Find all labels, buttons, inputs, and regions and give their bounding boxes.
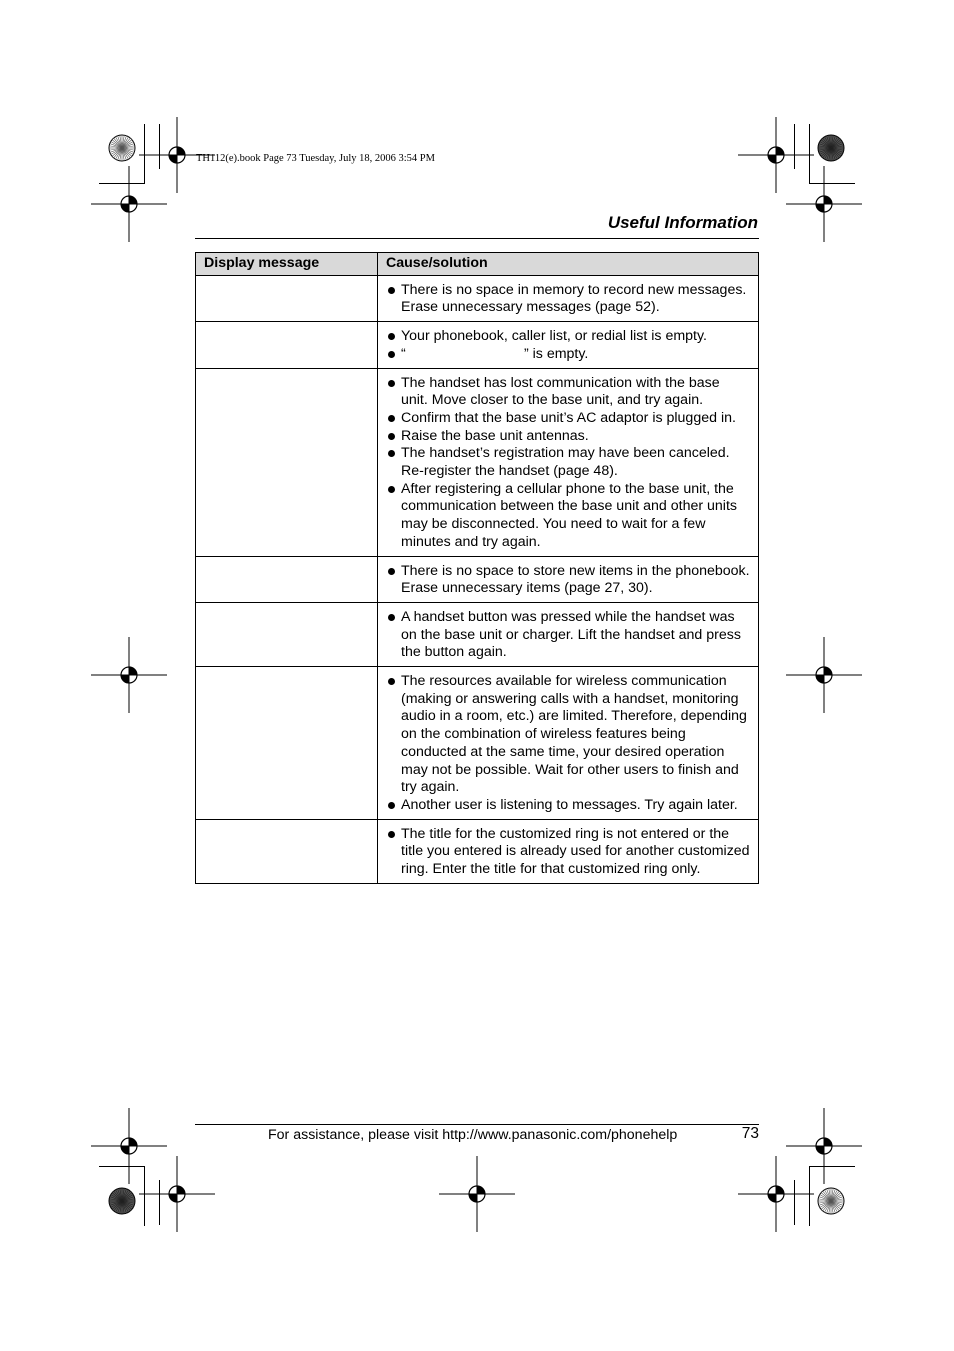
crop-mark [144, 124, 145, 184]
cause-solution-cell [378, 602, 759, 666]
section-title: Useful Information [607, 213, 758, 232]
cause-solution-cell [378, 322, 759, 368]
solution-list [387, 673, 750, 815]
color-bar-star-icon [816, 1186, 846, 1216]
header-rule [195, 238, 759, 239]
display-message-cell [196, 368, 378, 556]
crop-mark [159, 1180, 160, 1225]
column-header-cause-solution: Cause/solution [378, 253, 759, 276]
display-message-cell [196, 322, 378, 368]
crop-mark [809, 1166, 810, 1226]
crop-mark [794, 124, 795, 169]
cause-solution-cell [378, 368, 759, 556]
display-message-cell [196, 556, 378, 602]
registration-crosshair-icon [137, 1154, 217, 1234]
solution-item: Another user is listening to messages. Try again later. [387, 797, 750, 815]
footer-rule [195, 1124, 759, 1125]
cause-solution-cell [378, 556, 759, 602]
registration-crosshair-icon [437, 1154, 517, 1234]
table-row [196, 667, 759, 820]
solution-list [387, 825, 754, 879]
solution-item: Your phonebook, caller list, or redial list is empty. [387, 328, 750, 346]
crop-mark [159, 124, 160, 169]
solution-list [387, 375, 750, 552]
solution-list [387, 282, 750, 317]
registration-crosshair-icon [89, 164, 169, 244]
crop-mark [99, 1166, 145, 1167]
solution-item: A handset button was pressed while the handset was on the base unit or charger. Lift the handset and press the button again. [387, 609, 750, 662]
display-message-cell [196, 275, 378, 321]
solution-item: After registering a cellular phone to the base unit, the communication between the base unit and other units may be disconnected. You need to wait for a few minutes and try again. [387, 481, 750, 552]
crop-mark [809, 1166, 855, 1167]
registration-crosshair-icon [784, 164, 864, 244]
column-header-display-message: Display message [196, 253, 378, 276]
table-header-row [196, 253, 759, 276]
solution-item: There is no space in memory to record new messages. Erase unnecessary messages (page 52). [387, 282, 750, 317]
color-bar-star-icon [107, 1186, 137, 1216]
cause-solution-cell [378, 667, 759, 820]
solution-item: The handset has lost communication with the base unit. Move closer to the base unit, and try again. [387, 375, 750, 410]
table-row [196, 275, 759, 321]
table-row [196, 819, 759, 883]
solution-list [387, 328, 750, 363]
display-message-cell [196, 819, 378, 883]
solution-item: The handset’s registration may have been canceled. Re-register the handset (page 48). [387, 445, 750, 480]
crop-mark [99, 183, 145, 184]
crop-mark [809, 124, 810, 184]
solution-item: The title for the customized ring is not entered or the title you entered is already used for another customized ring. Enter the title for that customized ring only. [387, 826, 750, 879]
table-row [196, 556, 759, 602]
cause-solution-cell [378, 819, 759, 883]
solution-item: The resources available for wireless communication (making or answering calls with a handset, monitoring audio in a room, etc.) are limited. Therefore, depending on the combination of wireless features being conducted at the same time, your desired operation may not be possible. Wait for other users to finish and try again. [387, 673, 750, 797]
book-file-info: TH112(e).book Page 73 Tuesday, July 18, 2006 3:54 PM [196, 153, 435, 164]
solution-item: “ ” is empty. [387, 346, 750, 364]
crop-mark [794, 1180, 795, 1225]
assistance-text: For assistance, please visit http://www.panasonic.com/phonehelp [268, 1127, 678, 1143]
table-row [196, 602, 759, 666]
display-message-cell [196, 667, 378, 820]
table-row [196, 368, 759, 556]
color-bar-star-icon [107, 133, 137, 163]
registration-crosshair-icon [736, 1154, 816, 1234]
page-number: 73 [741, 1125, 759, 1142]
color-bar-star-icon [816, 133, 846, 163]
solution-item: There is no space to store new items in the phonebook. Erase unnecessary items (page 27, 30). [387, 563, 750, 598]
crop-mark [809, 183, 855, 184]
solution-list [387, 562, 754, 598]
display-message-table [195, 252, 759, 884]
solution-item: Confirm that the base unit’s AC adaptor is plugged in. [387, 410, 750, 428]
solution-list [387, 609, 750, 662]
registration-crosshair-icon [89, 635, 169, 715]
display-message-cell [196, 602, 378, 666]
table-row [196, 322, 759, 368]
cause-solution-cell [378, 275, 759, 321]
solution-item: Raise the base unit antennas. [387, 428, 750, 446]
registration-crosshair-icon [784, 635, 864, 715]
crop-mark [144, 1166, 145, 1226]
